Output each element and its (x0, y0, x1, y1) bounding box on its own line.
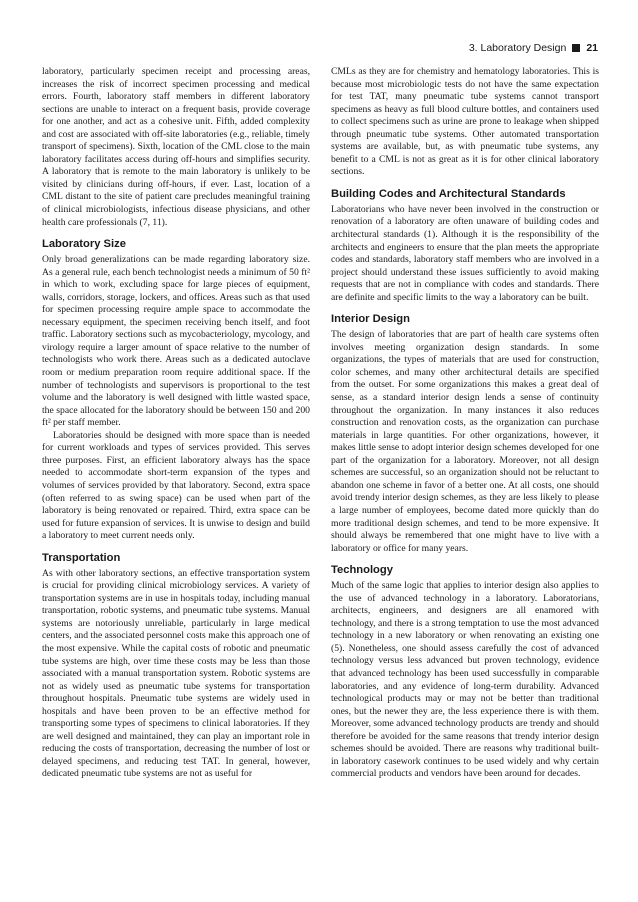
page-number: 21 (586, 42, 598, 54)
heading-transportation: Transportation (42, 551, 121, 564)
paragraph-interior-design: The design of laboratories that are part of health care systems often involves meeting organization design standards. In some organizations, the types of materials that are used for construction, color schemes, and many other architectural details are specified from the outset. For some organizations this makes a great deal of sense, as a standard interior design lends a sense of continuity throughout the organization. In many instances it also reduces construction and renovation costs, as the organization can purchase materials in large quantities. For other organizations, however, it makes little sense to adopt interior design schemes developed for one part of the organization for a laboratory. Moreover, not all design schemes are successful, so an organization should not be reluctant to abandon one scheme in favor of a better one. At all costs, one should avoid trendy interior design schemes, as they are less likely to please a large number of employees, become dated more quickly than do more traditional design schemes, and tend to be more expensive. It should always be remembered that one might have to live with a laboratory or office for many years. (331, 329, 599, 554)
heading-interior-design: Interior Design (331, 313, 410, 326)
paragraph-continued: laboratory, particularly specimen receipt and processing areas, increases the risk of incorrect specimen processing and medical errors. Fourth, laboratory staff members in different laboratory sections are unable to interact on a frequent basis, provide coverage for one another, and act as a cohesive unit. Fifth, added complexity and cost are associated with off-site laboratories (e.g., reliable, timely transport of specimens). Sixth, location of the CML close to the main laboratory facilitates access during off-hours and simplifies security. A laboratory that is remote to the main laboratory is unlikely to be visited by clinicians during off-hours, if ever. Last, location of a CML distant to the site of patient care precludes meaningful training of clinical microbiologists, infectious disease physicians, and other health care professionals (7, 11). (42, 66, 310, 228)
paragraph-size-2: Laboratories should be designed with more space than is needed for current workloads and types of services provided. This serves three purposes. First, an efficient laboratory always has the space needed to accommodate short-term expansion of the types and volumes of services provided by that laboratory. Second, extra space (often referred to as swing space) can be used when part of the laboratory is being renovated or repaired. Third, extra space can be used for future expansion of services. It is unwise to design and build a laboratory to meet current needs only. (42, 429, 310, 542)
paragraph-continued-right: CMLs as they are for chemistry and hematology laboratories. This is because most microbiologic tests do not have the same expectation for test TAT, many pneumatic tube systems cannot transport specimens as heavy as full blood culture bottles, and containers used to collect specimens such as urine are prone to leakage when shipped through pneumatic tube systems. Other automated transportation systems are available, but, as with pneumatic tube systems, any benefit to a CML is not as great as it is for other clinical laboratory sections. (331, 66, 599, 178)
heading-building-codes: Building Codes and Architectural Standards (331, 187, 566, 200)
heading-technology: Technology (331, 564, 393, 577)
paragraph-transportation: As with other laboratory sections, an effective transportation system is crucial for providing clinical microbiology services. A variety of transportation systems are in use in hospitals today, including manual transportation, robotic systems, and pneumatic tube systems. Manual systems are notoriously unreliable, particularly in large medical centers, and the associated personnel costs make this approach one of the most expensive. While the capital costs of robotic and pneumatic tube systems are high, over time these costs may be less than those associated with a manual transportation system. Robotic systems are not as widely used as pneumatic tube systems for transportation throughout hospitals. Pneumatic tube systems are widely used in hospitals and have been proven to be an effective method for transporting some types of specimens to clinical laboratories. If they are well designed and maintained, they can play an important role in reducing the costs of transportation, decreasing the number of lost or delayed specimens, and reducing test TAT. In general, however, dedicated pneumatic tube systems are not as useful for (42, 567, 310, 780)
paragraph-technology: Much of the same logic that applies to interior design also applies to the use of advanced technology in a laboratory. Laboratorians, architects, engineers, and designers are all enamored with technology, and there is a strong temptation to use the most advanced technology in a new laboratory or when renovating an existing one (5). Nonetheless, one should assess carefully the cost of advanced technology versus less advanced but proven technology, evidence that advanced technology has been used successfully in comparable laboratories, and any evidence of long-term durability. Advanced technological products may or may not be better than traditional ones, but the newer they are, the less experience there is with them. Moreover, some advanced technology products are trendy and should therefore be avoided for the same reasons that trendy interior design schemes should be avoided. There are reasons why traditional built-in laboratory casework continues to be used widely and why certain commercial products and vendors have been around for decades. (331, 580, 599, 780)
square-bullet-icon (572, 44, 580, 52)
paragraph-building-codes: Laboratorians who have never been involved in the construction or renovation of a laboratory are often unaware of building codes and architectural standards (1). Although it is the responsibility of the architects and engineers to ensure that the plan meets the appropriate codes and standards, laboratory staff members who are involved in a project should understand these issues sufficiently to avoid making requests that are not in compliance with codes and standards. There are definite and specific limits to the way a laboratory can be built. (331, 203, 599, 303)
running-header (469, 42, 598, 54)
heading-laboratory-size: Laboratory Size (42, 238, 126, 251)
right-column (331, 66, 599, 781)
chapter-title: 3. Laboratory Design (468, 42, 567, 54)
paragraph-size-1: Only broad generalizations can be made regarding laboratory size. As a general rule, each bench technologist needs a minimum of 50 ft² in which to work, excluding space for large pieces of equipment, walls, corridors, storage, lockers, and offices. Areas such as that used for specimen processing require ample space to accommodate the necessary equipment, the specimen receiving bench itself, and foot traffic. Laboratory sections such as mycobacteriology, mycology, and virology require a larger amount of space relative to the number of technologists who work there. Areas such as a dedicated autoclave room or medium preparation room require additional space. If the number of technologists and supervisors is proportional to the test volume and the laboratory is well designed with little wasted space, the space allocated for the laboratory should be between 150 and 200 ft² per staff member. (42, 254, 310, 429)
left-column (42, 66, 310, 781)
